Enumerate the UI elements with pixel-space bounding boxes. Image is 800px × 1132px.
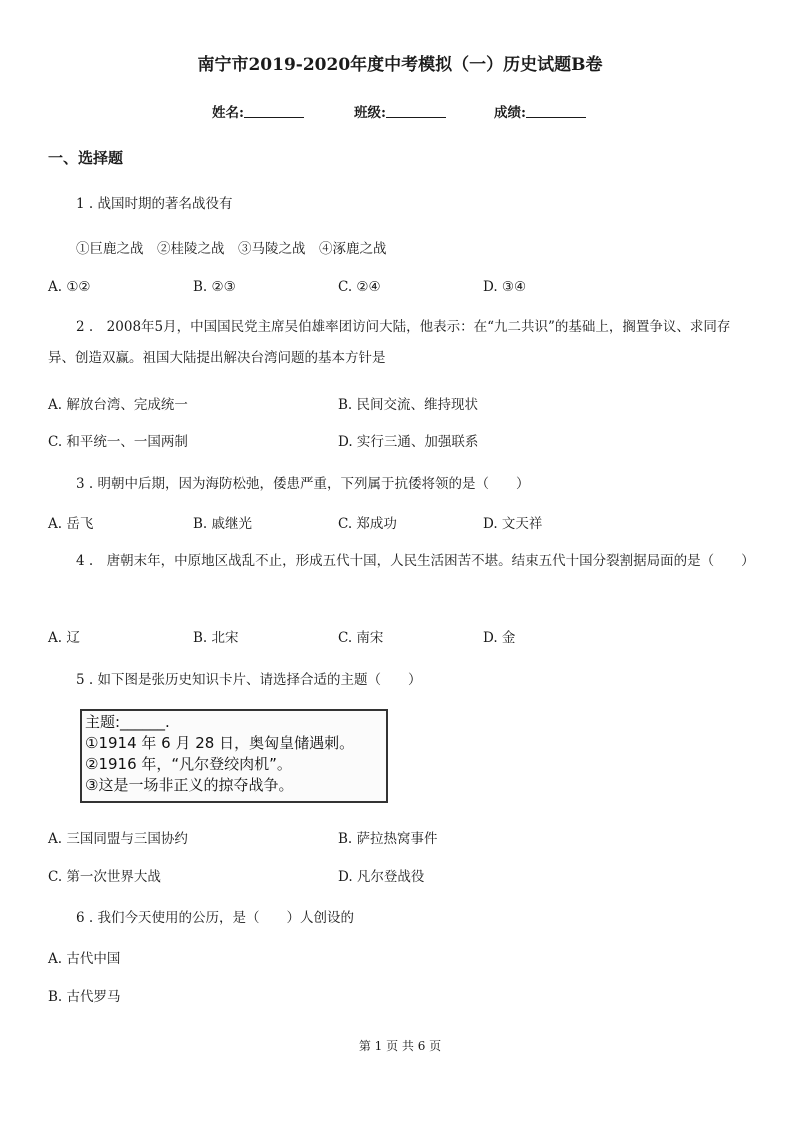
question-2-option-b: B. 民间交流、维持现状 [338, 397, 479, 413]
question-3-option-a: A. 岳飞 [48, 516, 94, 532]
question-3-option-d: D. 文天祥 [483, 516, 543, 532]
question-4-option-d: D. 金 [483, 630, 516, 646]
question-3-stem: 3 . 明朝中后期，因为海防松弛，倭患严重，下列属于抗倭将领的是（ ） [76, 476, 530, 492]
question-5-option-a: A. 三国同盟与三国协约 [48, 831, 188, 847]
section-title: 一、选择题 [48, 149, 124, 167]
page-footer: 第 1 页 共 6 页 [358, 1039, 442, 1053]
question-6-stem: 6 . 我们今天使用的公历，是（ ）人创设的 [76, 910, 354, 926]
question-2-option-d: D. 实行三通、加强联系 [338, 434, 479, 450]
question-1-stem: 1 . 战国时期的著名战役有 [76, 196, 233, 212]
name-field [212, 101, 304, 121]
question-5-option-b: B. 萨拉热窝事件 [338, 831, 438, 847]
question-5-option-d: D. 凡尔登战役 [338, 869, 425, 885]
card-line-2: ②1916 年，“凡尔登绞肉机”。 [85, 755, 292, 773]
score-label: 成绩: [494, 105, 526, 121]
history-knowledge-card [80, 709, 388, 803]
question-1-option-b: B. ②③ [193, 279, 236, 295]
class-blank [386, 105, 446, 118]
question-4-option-b: B. 北宋 [193, 630, 239, 646]
question-2-stem: 2 . 2008年5月，中国国民党主席吴伯雄率团访问大陆，他表示：在“九二共识”的基础上，搁置争议、求同存异、创造双赢。祖国大陆提出解决台湾问题的基本方针是 [48, 319, 731, 366]
question-4-option-c: C. 南宋 [338, 630, 384, 646]
card-line-topic: 主题:______. [85, 713, 170, 731]
class-label: 班级: [354, 105, 386, 121]
question-6-option-b: B. 古代罗马 [48, 989, 121, 1005]
question-5-option-c: C. 第一次世界大战 [48, 869, 161, 885]
question-1-option-d: D. ③④ [483, 279, 527, 295]
question-1-subitems: ①巨鹿之战 ②桂陵之战 ③马陵之战 ④涿鹿之战 [76, 241, 387, 257]
question-1-option-c: C. ②④ [338, 279, 381, 295]
question-3-option-c: C. 郑成功 [338, 516, 397, 532]
question-4-option-a: A. 辽 [48, 630, 80, 646]
question-3-option-b: B. 戚继光 [193, 516, 253, 532]
question-6-option-a: A. 古代中国 [48, 951, 121, 967]
score-field [494, 101, 586, 121]
name-blank [244, 105, 304, 118]
question-1-option-a: A. ①② [48, 279, 91, 295]
question-2-option-a: A. 解放台湾、完成统一 [48, 397, 188, 413]
question-2-option-c: C. 和平统一、一国两制 [48, 434, 188, 450]
question-4-stem: 4 . 唐朝末年，中原地区战乱不止，形成五代十国，人民生活困苦不堪。结束五代十国分裂割据局面的是（ ） [76, 553, 755, 569]
class-field [354, 101, 446, 121]
score-blank [526, 105, 586, 118]
card-line-1: ①1914 年 6 月 28 日，奥匈皇储遇刺。 [85, 734, 355, 752]
question-5-stem: 5 . 如下图是张历史知识卡片、请选择合适的主题（ ） [76, 672, 422, 688]
name-label: 姓名: [212, 105, 244, 121]
card-line-3: ③这是一场非正义的掠夺战争。 [85, 776, 294, 794]
page-title: 南宁市2019-2020年度中考模拟（一）历史试题B卷 [197, 55, 603, 75]
